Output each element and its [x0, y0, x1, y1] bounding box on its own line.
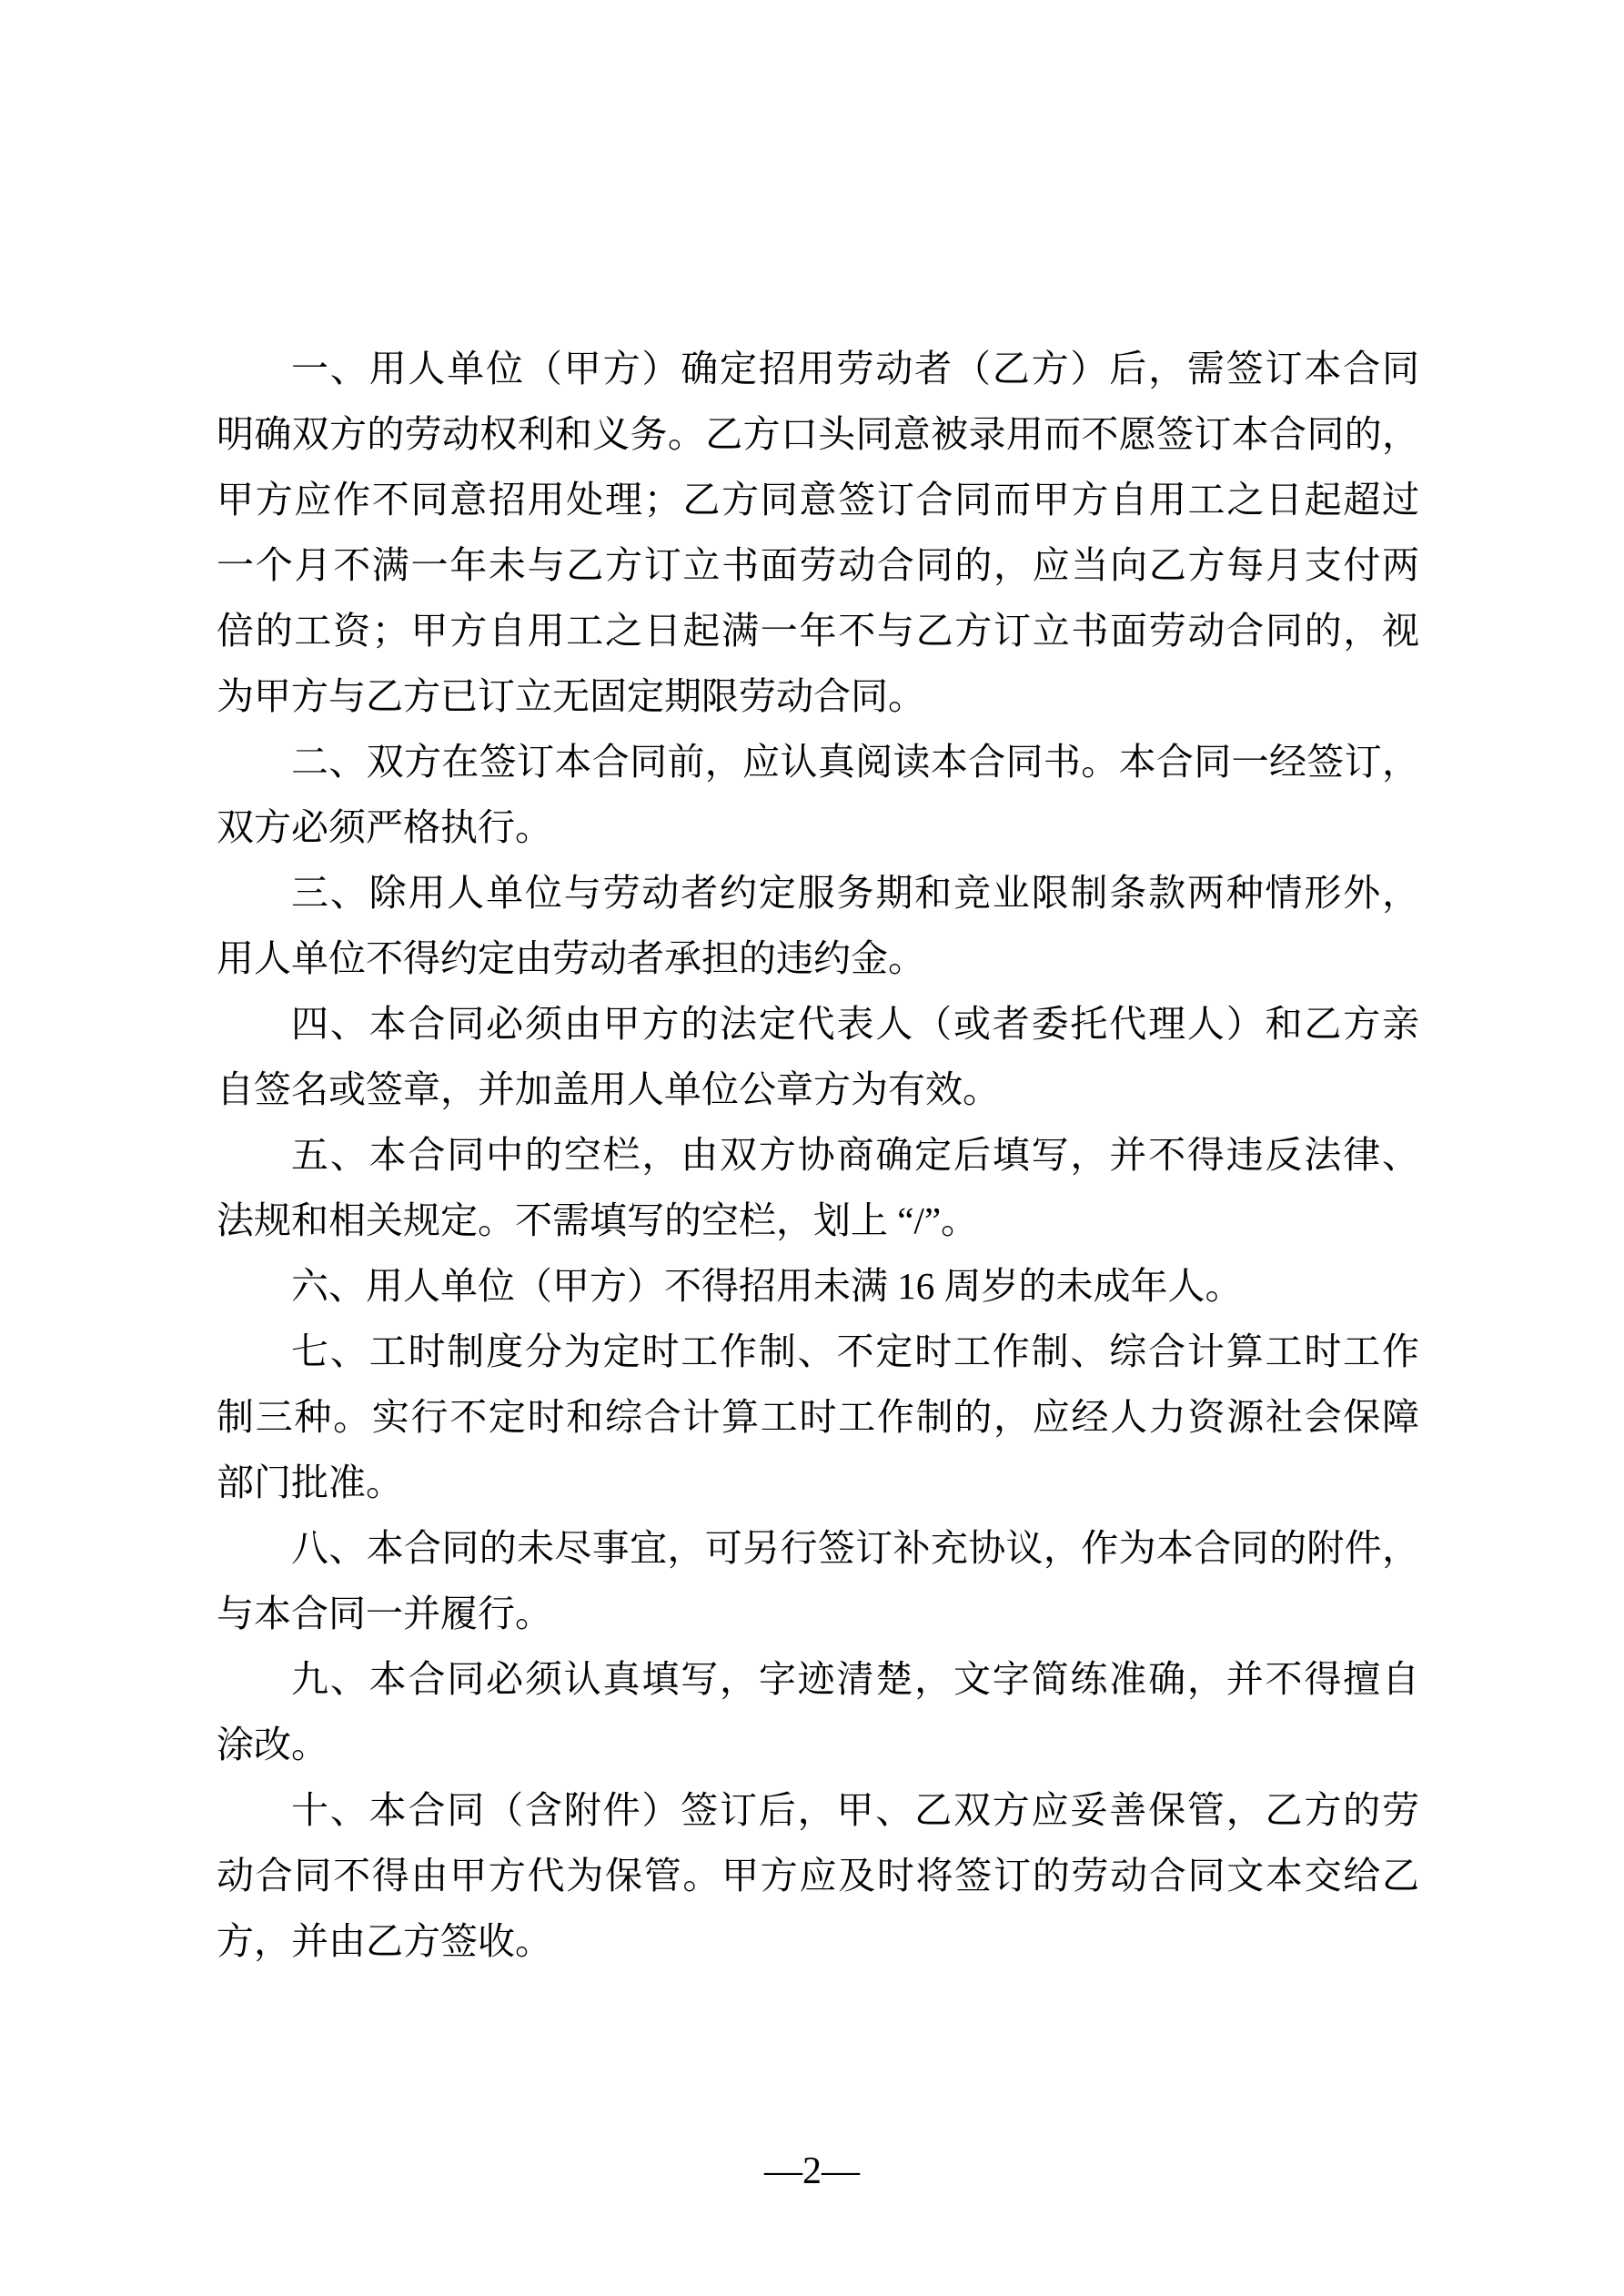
- text-line: 自签名或签章，并加盖用人单位公章方为有效。: [217, 1068, 1000, 1110]
- text-line: 涂改。: [217, 1724, 328, 1765]
- text-line: 倍的工资；甲方自用工之日起满一年不与乙方订立书面劳动合同的，视: [217, 610, 1419, 652]
- text-line: 四、本合同必须由甲方的法定代表人（或者委托代理人）和乙方亲: [291, 1003, 1419, 1045]
- document-body: [217, 336, 1419, 1974]
- text-line: 十、本合同（含附件）签订后，甲、乙双方应妥善保管，乙方的劳: [291, 1789, 1419, 1831]
- clause-7: [217, 1319, 1419, 1515]
- text-line: 一、用人单位（甲方）确定招用劳动者（乙方）后，需签订本合同: [291, 348, 1419, 389]
- clause-8: [217, 1515, 1419, 1646]
- clause-10: [217, 1777, 1419, 1974]
- clause-4: [217, 991, 1419, 1122]
- text-line: 制三种。实行不定时和综合计算工时工作制的，应经人力资源社会保障: [217, 1396, 1419, 1438]
- text-line: 八、本合同的未尽事宜，可另行签订补充协议，作为本合同的附件，: [291, 1527, 1419, 1569]
- text-line: 部门批准。: [217, 1462, 403, 1503]
- clause-9: [217, 1646, 1419, 1777]
- text-line: 法规和相关规定。不需填写的空栏，划上 “/”。: [217, 1199, 979, 1241]
- text-line: 二、双方在签订本合同前，应认真阅读本合同书。本合同一经签订，: [291, 741, 1419, 783]
- text-line: 五、本合同中的空栏，由双方协商确定后填写，并不得违反法律、: [291, 1134, 1419, 1176]
- clause-2: [217, 729, 1419, 860]
- text-line: 为甲方与乙方已订立无固定期限劳动合同。: [217, 675, 925, 717]
- clause-5: [217, 1122, 1419, 1253]
- clause-3: [217, 860, 1419, 991]
- text-line: 双方必须严格执行。: [217, 806, 552, 848]
- text-line: 六、用人单位（甲方）不得招用未满 16 周岁的未成年人。: [291, 1265, 1243, 1307]
- text-line: 甲方应作不同意招用处理；乙方同意签订合同而甲方自用工之日起超过: [217, 479, 1419, 521]
- text-line: 九、本合同必须认真填写，字迹清楚，文字简练准确，并不得擅自: [291, 1658, 1419, 1700]
- text-line: 明确双方的劳动权利和义务。乙方口头同意被录用而不愿签订本合同的，: [217, 413, 1419, 455]
- text-line: 三、除用人单位与劳动者约定服务期和竞业限制条款两种情形外，: [291, 872, 1419, 914]
- text-line: 与本合同一并履行。: [217, 1593, 552, 1634]
- text-line: 用人单位不得约定由劳动者承担的违约金。: [217, 937, 925, 979]
- text-line: 七、工时制度分为定时工作制、不定时工作制、综合计算工时工作: [291, 1330, 1419, 1372]
- page-number: —2—: [764, 2150, 860, 2192]
- clause-1: [217, 336, 1419, 729]
- clause-6: [217, 1253, 1419, 1319]
- text-line: 动合同不得由甲方代为保管。甲方应及时将签订的劳动合同文本交给乙: [217, 1855, 1419, 1896]
- text-line: 一个月不满一年未与乙方订立书面劳动合同的，应当向乙方每月支付两: [217, 544, 1419, 586]
- text-line: 方，并由乙方签收。: [217, 1920, 552, 1962]
